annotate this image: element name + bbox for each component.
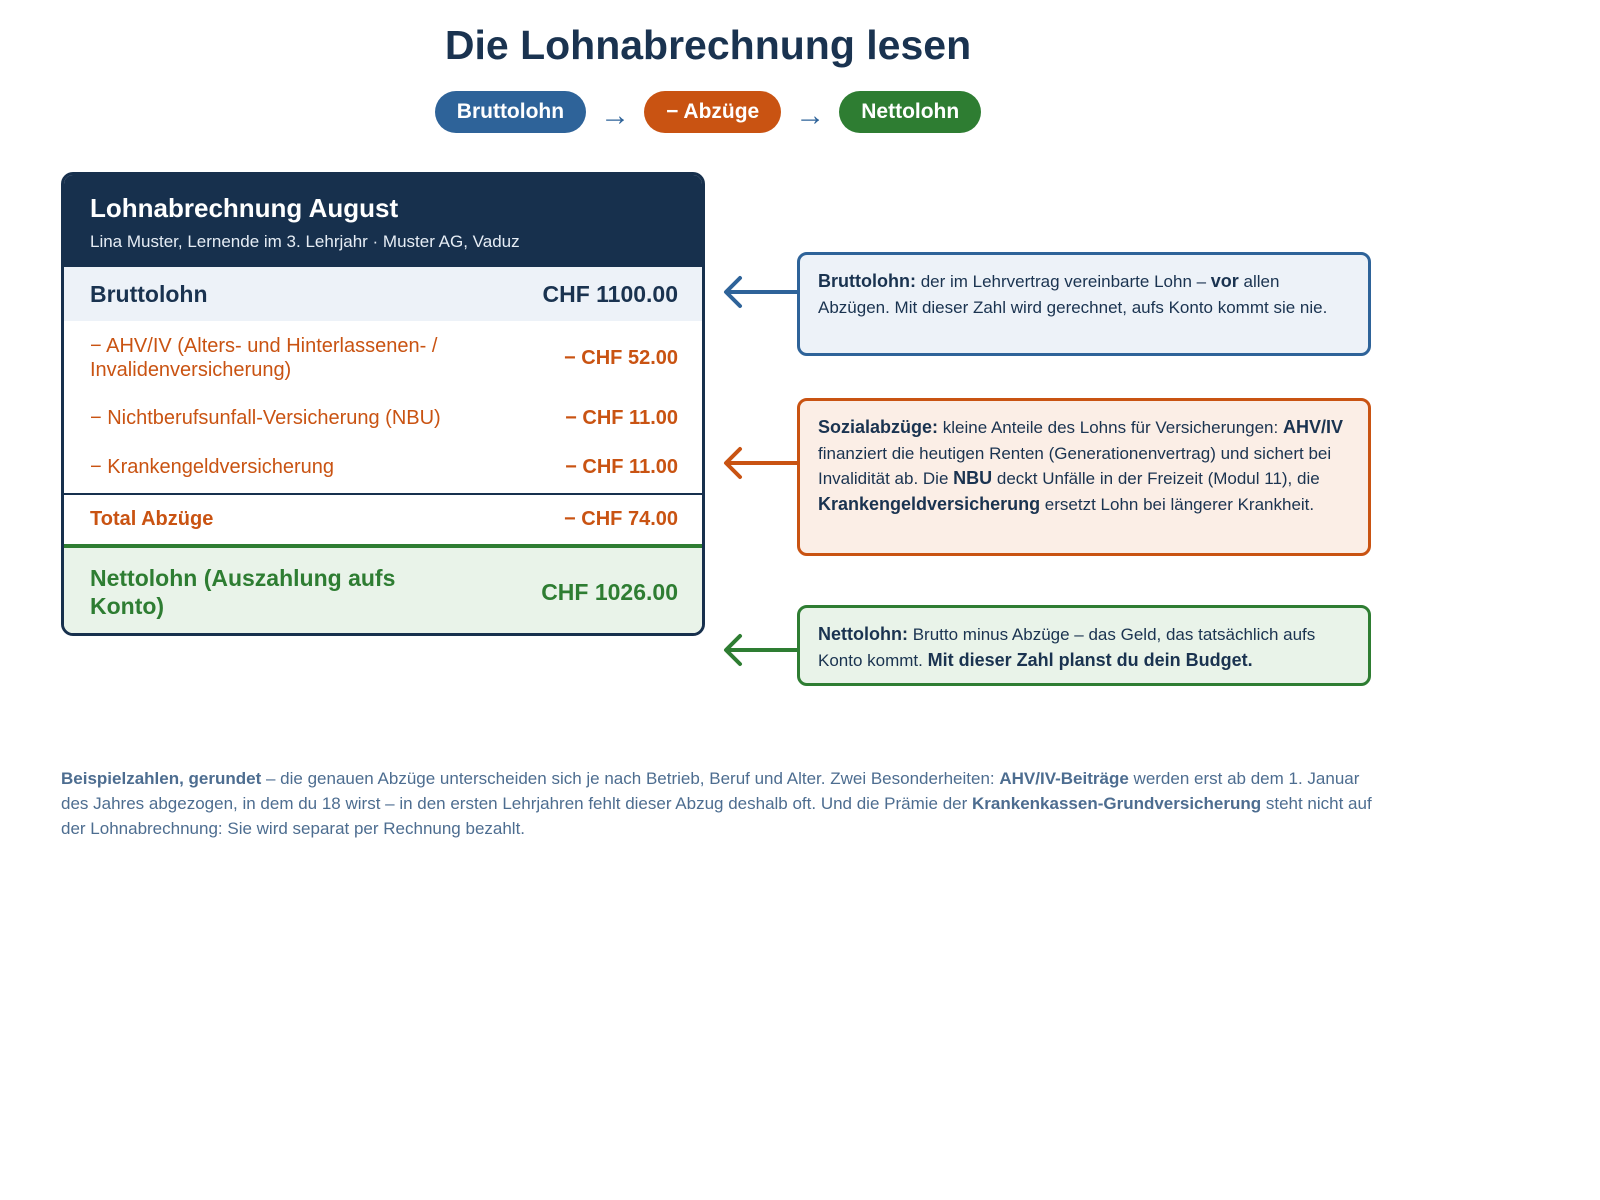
flow-diagram: [0, 87, 1416, 137]
page-title: Die Lohnabrechnung lesen: [444, 22, 972, 68]
gross-label: Bruttolohn: [90, 280, 208, 307]
payslip-header: [64, 175, 702, 267]
net-row: [64, 544, 702, 636]
total-deductions-label: Total Abzüge: [90, 508, 214, 530]
note-text: finanziert die heutigen Renten (Generationenvertrag) und sichert bei Invalidität ab. Die: [818, 443, 1332, 488]
footnote-text: steht nicht auf der Lohnabrechnung: Sie wird separat per Rechnung bezahlt.: [61, 794, 1372, 838]
note-term: Sozialabzüge:: [818, 417, 939, 437]
footnote-text: – die genauen Abzüge unterscheiden sich je nach Betrieb, Beruf und Alter. Zwei Besonderheiten:: [261, 769, 1000, 788]
flow-step-deductions: − Abzüge: [644, 91, 781, 133]
note-gross: [797, 252, 1371, 356]
net-label: Nettolohn (Auszahlung aufs Konto): [90, 565, 396, 619]
payslip-card: [61, 172, 705, 636]
note-text: kleine Anteile des Lohns für Versicherungen:: [938, 418, 1283, 437]
note-term: Nettolohn:: [818, 624, 908, 644]
arrow-left-icon: [722, 633, 800, 667]
note-net: [797, 605, 1371, 686]
deduction-label: − Krankengeldversicherung: [90, 456, 335, 478]
note-social: [797, 398, 1371, 556]
deduction-value: − CHF 11.00: [565, 407, 678, 429]
deduction-value: − CHF 11.00: [565, 456, 678, 478]
gross-row: [64, 267, 702, 321]
net-value: CHF 1026.00: [541, 578, 678, 605]
note-text: der im Lehrvertrag vereinbarte Lohn –: [915, 272, 1211, 291]
payslip-subtitle: Lina Muster, Lernende im 3. Lehrjahr · Muster AG, Vaduz: [90, 232, 520, 251]
gross-value: CHF 1100.00: [542, 280, 678, 307]
note-emphasis: vor: [1210, 271, 1239, 291]
deduction-row-krankengeld: [64, 442, 702, 493]
flow-arrow-icon: →: [795, 99, 826, 132]
footnote-emphasis: Krankenkassen-Grundversicherung: [972, 794, 1262, 813]
note-emphasis: Mit dieser Zahl planst du dein Budget.: [927, 649, 1253, 670]
footnote-text: werden erst ab dem 1. Januar des Jahres abgezogen, in dem du 18 wirst – in den ersten Lehrjahren fehlt dieser Abzug deshalb oft. Und die Prämie der: [61, 769, 1360, 813]
flow-arrow-icon: →: [600, 99, 631, 132]
total-deductions-row: [64, 493, 702, 544]
note-emphasis: Krankengeldversicherung: [818, 493, 1041, 514]
note-text: Brutto minus Abzüge – das Geld, das tatsächlich aufs Konto kommt.: [818, 625, 1316, 670]
note-emphasis: AHV/IV: [1282, 417, 1343, 437]
note-text: allen Abzügen. Mit dieser Zahl wird gerechnet, aufs Konto kommt sie nie.: [818, 272, 1328, 317]
note-term: Bruttolohn:: [818, 271, 916, 291]
deduction-label: − Nichtberufsunfall-Versicherung (NBU): [90, 407, 441, 429]
deduction-row-ahv: [64, 321, 702, 395]
deduction-label: − AHV/IV (Alters- und Hinterlassenen- / Invalidenversicherung): [90, 335, 438, 381]
arrow-left-icon: [722, 275, 800, 309]
deduction-value: − CHF 52.00: [564, 346, 678, 369]
payslip-title: Lohnabrechnung August: [90, 193, 399, 223]
total-deductions-value: − CHF 74.00: [564, 508, 678, 530]
note-text: ersetzt Lohn bei längerer Krankheit.: [1040, 494, 1315, 514]
note-emphasis: NBU: [953, 468, 993, 488]
footnote-emphasis: Beispielzahlen, gerundet: [61, 769, 262, 788]
footnote-emphasis: AHV/IV-Beiträge: [999, 769, 1129, 788]
footnote: [61, 766, 1381, 841]
deduction-row-nbu: [64, 395, 702, 442]
note-text: deckt Unfälle in der Freizeit (Modul 11), die: [992, 469, 1320, 488]
flow-step-gross: Bruttolohn: [435, 91, 586, 133]
arrow-left-icon: [722, 446, 800, 480]
flow-step-net: Nettolohn: [839, 91, 981, 133]
